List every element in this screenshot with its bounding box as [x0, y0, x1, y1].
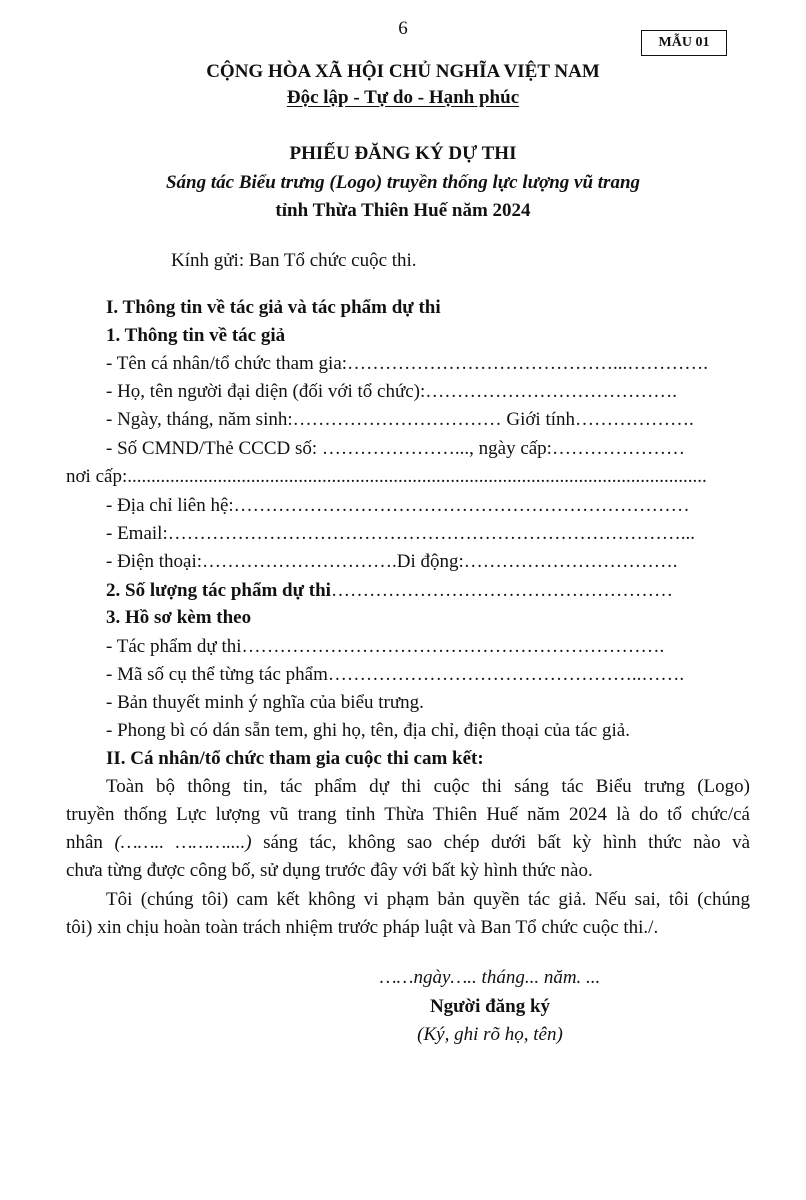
form-code-badge: MẪU 01 [641, 30, 727, 56]
signature-date: ……ngày….. tháng... năm. ... [379, 967, 601, 988]
salutation: Kính gửi: Ban Tổ chức cuộc thi. [171, 250, 417, 271]
signature-title: Người đăng ký [429, 996, 551, 1017]
form-subtitle-1: Sáng tác Biểu trưng (Logo) truyền thống lực lượng vũ trang [165, 172, 641, 193]
attachment-item: - Bản thuyết minh ý nghĩa của biểu trưng. [106, 692, 424, 713]
form-subtitle-2: tỉnh Thừa Thiên Huế năm 2024 [275, 200, 531, 221]
motto-wrap [0, 87, 806, 109]
author-info-heading: 1. Thông tin về tác giả [106, 325, 286, 346]
attachment-item: - Phong bì có dán sẵn tem, ghi họ, tên, địa chỉ, điện thoại của tác giả. [106, 720, 630, 741]
section-1-heading: I. Thông tin về tác giả và tác phẩm dự thi [106, 297, 441, 318]
commitment-line-3-end: sáng tác, không sao chép dưới bất kỳ hình thức nào và [263, 832, 751, 853]
field-representative: - Họ, tên người đại diện (đối với tổ chức):…………………………………. [106, 381, 678, 402]
author-name-placeholder: (…….. ………....) [114, 832, 252, 853]
country-name: CỘNG HÒA XÃ HỘI CHỦ NGHĨA VIỆT NAM [206, 61, 600, 82]
section-2-heading: II. Cá nhân/tổ chức tham gia cuộc thi cam kết: [106, 748, 484, 769]
page-number: 6 [398, 18, 408, 39]
field-id-card: - Số CMND/Thẻ CCCD số: …………………..., ngày cấp:………………… [106, 438, 685, 459]
field-dob-gender: - Ngày, tháng, năm sinh:…………………………… Giới tính………………. [106, 409, 694, 430]
form-title: PHIẾU ĐĂNG KÝ DỰ THI [289, 143, 517, 164]
commitment-line-6: tôi) xin chịu hoàn toàn trách nhiệm trước pháp luật và Ban Tổ chức cuộc thi./. [66, 917, 659, 938]
commitment-line-4: chưa từng được công bố, sử dụng trước đây với bất kỳ hình thức nào. [66, 860, 593, 881]
attachment-item: - Tác phẩm dự thi…………………………………………………………. [106, 636, 665, 657]
signature-note: (Ký, ghi rõ họ, tên) [417, 1024, 563, 1045]
field-address: - Địa chỉ liên hệ:……………………………………………………………… [106, 495, 690, 516]
commitment-line-3 [66, 832, 750, 854]
entry-count-row [106, 580, 673, 602]
field-issue-place: nơi cấp:.......................................................................................................................... [66, 466, 707, 487]
field-participant-name: - Tên cá nhân/tổ chức tham gia:……………………………………...…………. [106, 353, 709, 374]
commitment-line-3-start: nhân [66, 832, 103, 853]
field-email: - Email:………………………………………………………………………... [106, 523, 695, 544]
field-phone: - Điện thoại:………………………….Di động:……………………………. [106, 551, 678, 572]
commitment-line-5: Tôi (chúng tôi) cam kết không vi phạm bản quyền tác giả. Nếu sai, tôi (chúng [106, 889, 750, 910]
motto: Độc lập - Tự do - Hạnh phúc [286, 87, 520, 108]
entry-count-dots: ……………………………………………… [330, 580, 673, 601]
attachment-item: - Mã số cụ thể từng tác phẩm…………………………………………..……. [106, 664, 685, 685]
commitment-line-2: truyền thống Lực lượng vũ trang tỉnh Thừa Thiên Huế năm 2024 là do tổ chức/cá [66, 804, 750, 825]
entry-count-heading: 2. Số lượng tác phẩm dự thi [106, 580, 331, 601]
commitment-line-1: Toàn bộ thông tin, tác phẩm dự thi cuộc thi sáng tác Biểu trưng (Logo) [106, 776, 750, 797]
attachments-heading: 3. Hồ sơ kèm theo [106, 607, 252, 628]
